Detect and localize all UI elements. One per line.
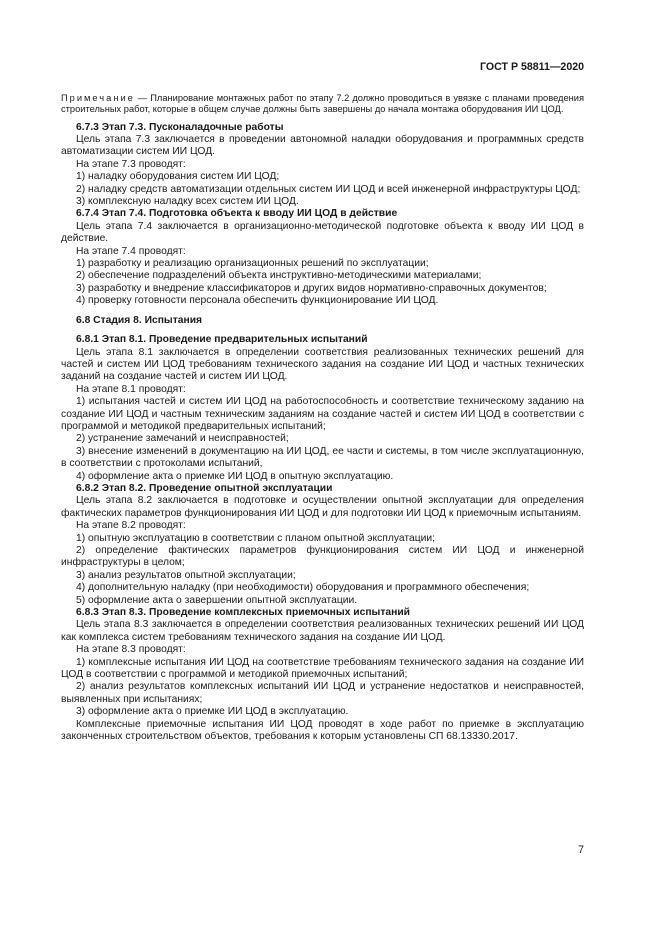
document-body xyxy=(61,93,584,744)
paragraph: Цель этапа 8.1 заключается в определении соответствия реализованных технических решений для частей и систем ИИ ЦОД требованиям технического задания на создание ИИ ЦОД и частных технических заданий на создание частей и систем ИИ ЦОД. xyxy=(61,346,584,383)
paragraph: Цель этапа 8.3 заключается в определении соответствия реализованных технических решений ИИ ЦОД как комплекса систем требованиям технического задания на создание ИИ ЦОД. xyxy=(61,619,584,643)
list-item: 1) наладку оборудования систем ИИ ЦОД; xyxy=(76,171,280,183)
paragraph: На этапе 7.4 проводят: xyxy=(76,245,186,257)
list-item: 5) оформление акта о завершении опытной эксплуатации. xyxy=(76,594,358,606)
list-item: 2) обеспечение подразделений объекта инструктивно-методическими материалами; xyxy=(76,270,482,282)
paragraph: Комплексные приемочные испытания ИИ ЦОД проводят в ходе работ по приемке в эксплуатацию законченных строительством объектов, требования к которым установлены СП 68.13330.2017. xyxy=(61,718,584,743)
list-item: 3) разработку и внедрение классификаторов и других видов нормативно-справочных документов; xyxy=(76,282,547,294)
section-heading: 6.7.3 Этап 7.3. Пусконаладочные работы xyxy=(76,121,284,133)
list-item: 3) внесение изменений в документацию на ИИ ЦОД, ее части и системы, в том числе эксплуатационную, в соответствии с протоколами испытаний, xyxy=(61,445,584,470)
paragraph: На этапе 8.3 проводят: xyxy=(76,644,186,656)
note xyxy=(61,93,584,116)
note-text: — Планирование монтажных работ по этапу 7.2 должно проводиться в увязке с планами проведения строительных работ, которые в общем случае должны быть завершены до начала монтажа оборудования ИИ ЦОД. xyxy=(61,93,584,115)
list-item: 1) опытную эксплуатацию в соответствии с планом опытной эксплуатации; xyxy=(76,532,435,544)
paragraph: На этапе 7.3 проводят: xyxy=(76,158,186,170)
list-item: 3) анализ результатов опытной эксплуатации; xyxy=(76,569,296,581)
list-item: 3) оформление акта о приемке ИИ ЦОД в эксплуатацию. xyxy=(76,706,349,718)
section-heading: 6.8.2 Этап 8.2. Проведение опытной эксплуатации xyxy=(76,482,333,494)
list-item: 2) наладку средств автоматизации отдельных систем ИИ ЦОД и всей инженерной инфраструктуры ЦОД; xyxy=(76,183,581,195)
document-code: ГОСТ Р 58811—2020 xyxy=(480,61,584,73)
note-label: Примечание xyxy=(61,93,135,103)
page-number: 7 xyxy=(578,844,584,856)
list-item: 2) определение фактических параметров функционирования систем ИИ ЦОД и инженерной инфраструктуры в целом; xyxy=(61,545,584,569)
paragraph: Цель этапа 8.2 заключается в подготовке и осуществлении опытной эксплуатации для определения фактических параметров функционирования ИИ ЦОД и для подготовки ИИ ЦОД к приемочным испытаниям. xyxy=(61,495,584,519)
section-heading: 6.8.3 Этап 8.3. Проведение комплексных приемочных испытаний xyxy=(76,607,410,619)
paragraph: На этапе 8.2 проводят: xyxy=(76,520,186,532)
paragraph: Цель этапа 7.4 заключается в организационно-методической подготовке объекта к вводу ИИ ЦОД в действие. xyxy=(61,220,584,245)
list-item: 1) комплексные испытания ИИ ЦОД на соответствие требованиям технического задания на создание ИИ ЦОД в соответствии с программой и методикой приемочных испытаний; xyxy=(61,656,584,681)
section-heading: 6.8 Стадия 8. Испытания xyxy=(76,314,203,326)
list-item: 4) оформление акта о приемке ИИ ЦОД в опытную эксплуатацию. xyxy=(76,470,394,482)
list-item: 2) устранение замечаний и неисправностей; xyxy=(76,433,289,445)
section-heading: 6.8.1 Этап 8.1. Проведение предварительных испытаний xyxy=(76,334,368,346)
list-item: 4) дополнительную наладку (при необходимости) оборудования и программного обеспечения; xyxy=(76,582,530,594)
section-heading: 6.7.4 Этап 7.4. Подготовка объекта к вводу ИИ ЦОД в действие xyxy=(76,208,398,220)
list-item: 1) испытания частей и систем ИИ ЦОД на работоспособность и соответствие техническому заданию на создание ИИ ЦОД и частным техническим заданиям на создание частей и систем ИИ ЦОД в соответствии с программой и методикой предварительных испытаний; xyxy=(61,396,584,432)
paragraph: На этапе 8.1 проводят: xyxy=(76,383,186,395)
list-item: 4) проверку готовности персонала обеспечить функционирование ИИ ЦОД. xyxy=(76,295,439,307)
paragraph: Цель этапа 7.3 заключается в проведении автономной наладки оборудования и программных средств автоматизации систем ИИ ЦОД. xyxy=(61,134,584,158)
list-item: 2) анализ результатов комплексных испытаний ИИ ЦОД и устранение недостатков и неисправностей, выявленных при испытаниях; xyxy=(61,681,584,705)
list-item: 3) комплексную наладку всех систем ИИ ЦОД. xyxy=(76,196,299,208)
list-item: 1) разработку и реализацию организационных решений по эксплуатации; xyxy=(76,258,429,270)
